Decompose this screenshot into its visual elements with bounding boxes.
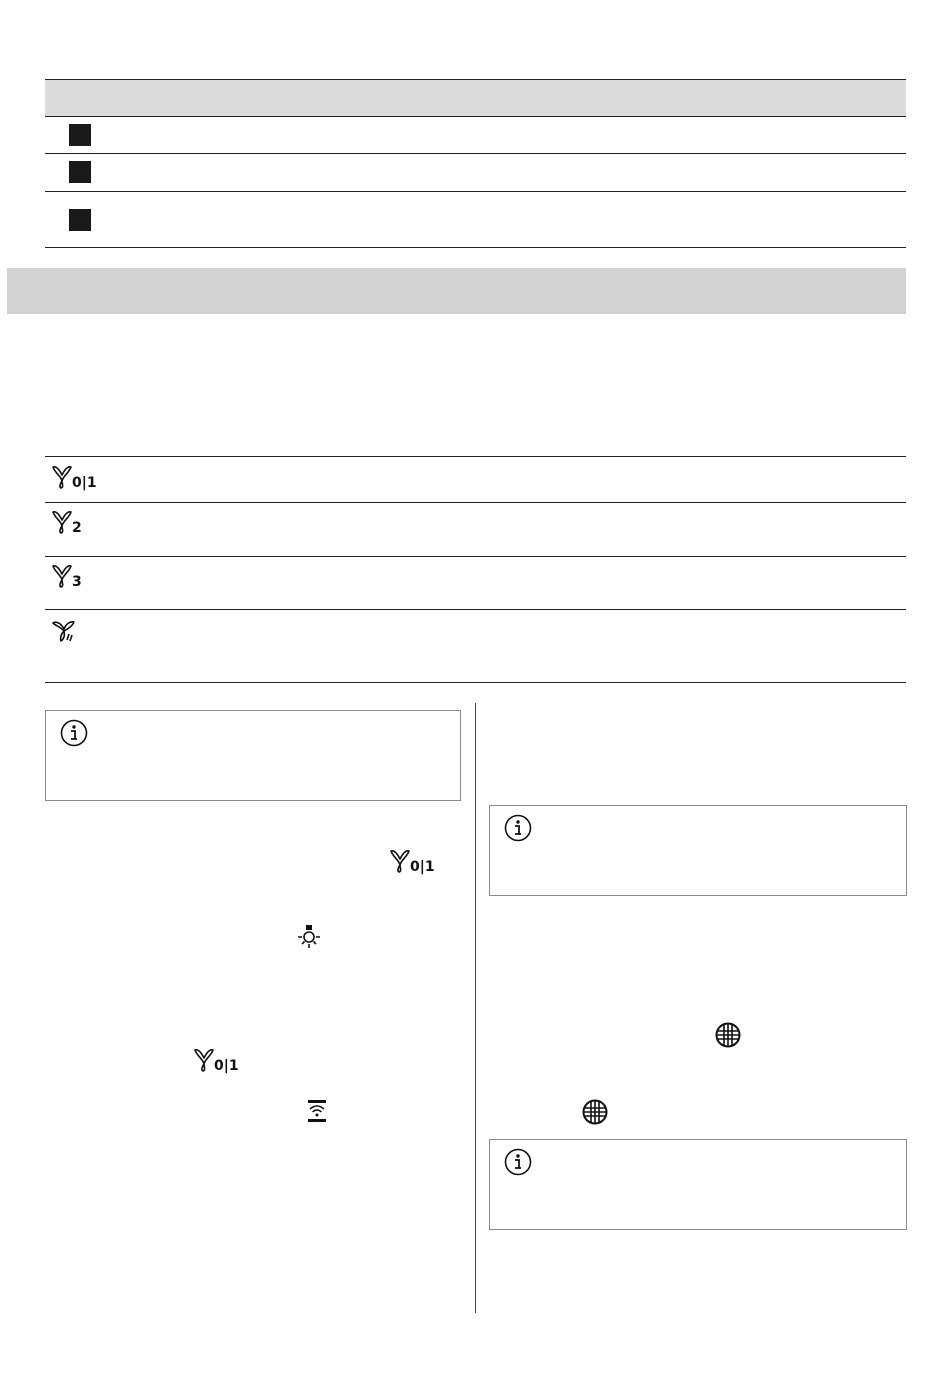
fan-speed-label: 0|1 — [72, 475, 97, 491]
info-note-box-2 — [489, 805, 907, 896]
info-note-box-3 — [489, 1139, 907, 1230]
fan-icon — [389, 848, 411, 874]
fan-boost-row-icon — [51, 618, 79, 644]
section-heading-band — [7, 268, 906, 314]
inline-fan-icon-1 — [389, 848, 435, 874]
fan-speed-row-icon-3 — [51, 563, 82, 589]
grid-filter-icon — [582, 1099, 608, 1125]
info-icon — [504, 1148, 532, 1176]
fan-speed-label: 2 — [72, 520, 82, 536]
table-row-divider — [45, 191, 906, 192]
fan-icon — [51, 464, 73, 490]
table-row-divider — [45, 609, 906, 610]
table-row-divider — [45, 153, 906, 154]
fan-icon — [51, 509, 73, 535]
control-key-square-1 — [69, 124, 91, 146]
info-icon — [504, 814, 532, 842]
grid-filter-icon — [715, 1022, 741, 1048]
fan-speed-row-icon-1 — [51, 464, 97, 490]
key-table-header — [45, 79, 906, 117]
info-icon — [60, 719, 88, 747]
fan-icon — [51, 563, 73, 589]
fan-speed-label: 0|1 — [410, 859, 435, 875]
control-key-square-3 — [69, 209, 91, 231]
fan-icon — [193, 1047, 215, 1073]
table-row-divider — [45, 556, 906, 557]
fan-speed-row-icon-2 — [51, 509, 82, 535]
light-bulb-icon — [296, 924, 322, 950]
table-row-divider — [45, 502, 906, 503]
fan-speed-label: 3 — [72, 574, 82, 590]
fan-table-bottom-rule — [45, 682, 906, 683]
control-key-square-2 — [69, 161, 91, 183]
hob-to-hood-wifi-icon — [304, 1099, 330, 1123]
fan-speed-label: 0|1 — [214, 1058, 239, 1074]
table-bottom-rule — [45, 247, 906, 248]
column-divider — [475, 703, 476, 1313]
info-note-box-1 — [45, 710, 461, 801]
fan-table-top-rule — [45, 456, 906, 457]
fan-boost-icon — [51, 618, 79, 644]
inline-fan-icon-2 — [193, 1047, 239, 1073]
